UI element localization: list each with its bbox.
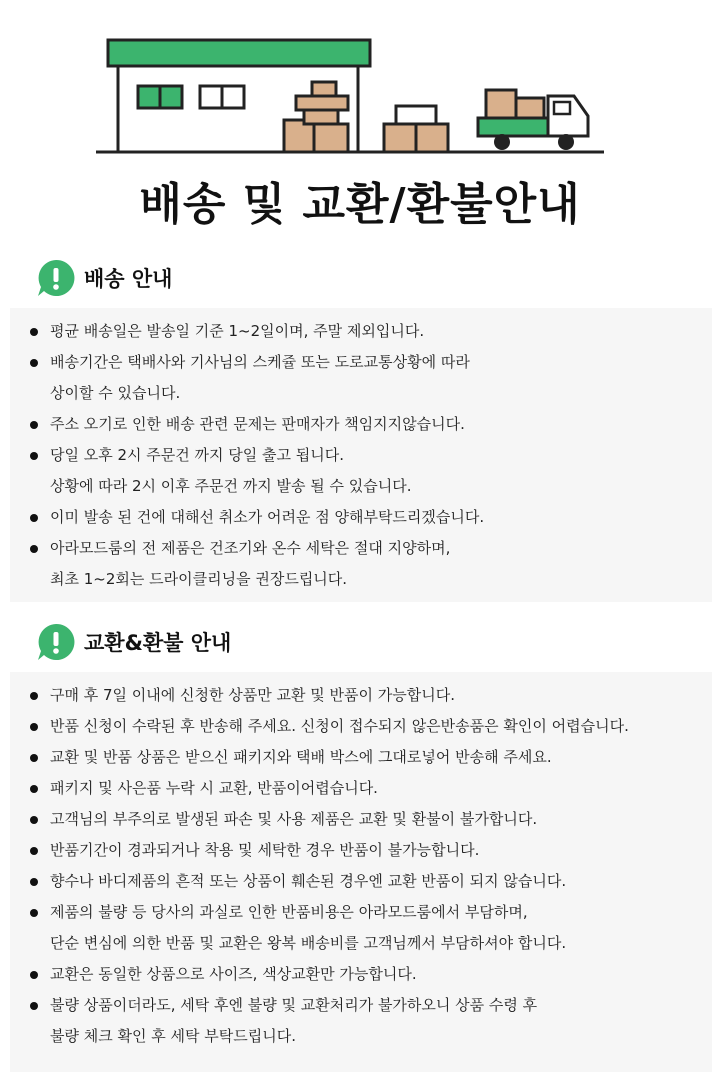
shipping-list <box>20 316 702 595</box>
exchange-section-header <box>36 622 231 662</box>
box <box>296 96 348 110</box>
warehouse-truck-icon <box>0 0 720 165</box>
warehouse-roof <box>108 40 370 66</box>
list-item: 교환은 동일한 상품으로 사이즈, 색상교환만 가능합니다. <box>20 959 702 990</box>
list-item: 향수나 바디제품의 흔적 또는 상품이 훼손된 경우엔 교환 반품이 되지 않습니다. <box>20 866 702 897</box>
box <box>314 124 348 152</box>
list-item: 교환 및 반품 상품은 받으신 패키지와 택배 박스에 그대로넣어 반송해 주세요. <box>20 742 702 773</box>
list-item: 구매 후 7일 이내에 신청한 상품만 교환 및 반품이 가능합니다. <box>20 680 702 711</box>
list-item: 불량 상품이더라도, 세탁 후엔 불량 및 교환처리가 불가하오니 상품 수령 후 불량 체크 확인 후 세탁 부탁드립니다. <box>20 990 702 1052</box>
shipping-section-title: 배송 안내 <box>84 267 173 291</box>
truck-box <box>516 98 544 118</box>
shipping-section-header <box>36 258 172 298</box>
list-item: 평균 배송일은 발송일 기준 1~2일이며, 주말 제외입니다. <box>20 316 702 347</box>
list-item: 제품의 불량 등 당사의 과실로 인한 반품비용은 아라모드룸에서 부담하며, 단순 변심에 의한 반품 및 교환은 왕복 배송비를 고객님께서 부담하셔야 합니다. <box>20 897 702 959</box>
box <box>312 82 336 96</box>
list-item: 고객님의 부주의로 발생된 파손 및 사용 제품은 교환 및 환불이 불가합니다. <box>20 804 702 835</box>
exchange-section-title: 교환&환불 안내 <box>84 631 232 655</box>
list-item: 아라모드룸의 전 제품은 건조기와 온수 세탁은 절대 지양하며, 최초 1~2회는 드라이클리닝을 권장드립니다. <box>20 533 702 595</box>
exclamation-bubble-icon <box>36 622 76 662</box>
truck-box <box>486 90 516 118</box>
list-item: 반품 신청이 수락된 후 반송해 주세요. 신청이 접수되지 않은반송품은 확인이 어렵습니다. <box>20 711 702 742</box>
truck-wheel <box>494 134 510 150</box>
list-item: 이미 발송 된 건에 대해선 취소가 어려운 점 양해부탁드리겠습니다. <box>20 502 702 533</box>
list-item: 주소 오기로 인한 배송 관련 문제는 판매자가 책임지지않습니다. <box>20 409 702 440</box>
box <box>304 110 338 124</box>
exchange-panel <box>10 672 712 1072</box>
truck-wheel <box>558 134 574 150</box>
page-title: 배송 및 교환/환불안내 <box>139 179 581 230</box>
list-item: 패키지 및 사은품 누락 시 교환, 반품이어렵습니다. <box>20 773 702 804</box>
box <box>396 106 436 124</box>
exclamation-bubble-icon <box>36 258 76 298</box>
list-item: 반품기간이 경과되거나 착용 및 세탁한 경우 반품이 불가능합니다. <box>20 835 702 866</box>
hero-banner <box>0 0 720 235</box>
shipping-panel <box>10 308 712 602</box>
list-item: 배송기간은 택배사와 기사님의 스케쥴 또는 도로교통상황에 따라 상이할 수 있습니다. <box>20 347 702 409</box>
truck-bed <box>478 118 548 136</box>
exchange-list <box>20 680 702 1052</box>
list-item: 당일 오후 2시 주문건 까지 당일 출고 됩니다. 상황에 따라 2시 이후 주문건 까지 발송 될 수 있습니다. <box>20 440 702 502</box>
